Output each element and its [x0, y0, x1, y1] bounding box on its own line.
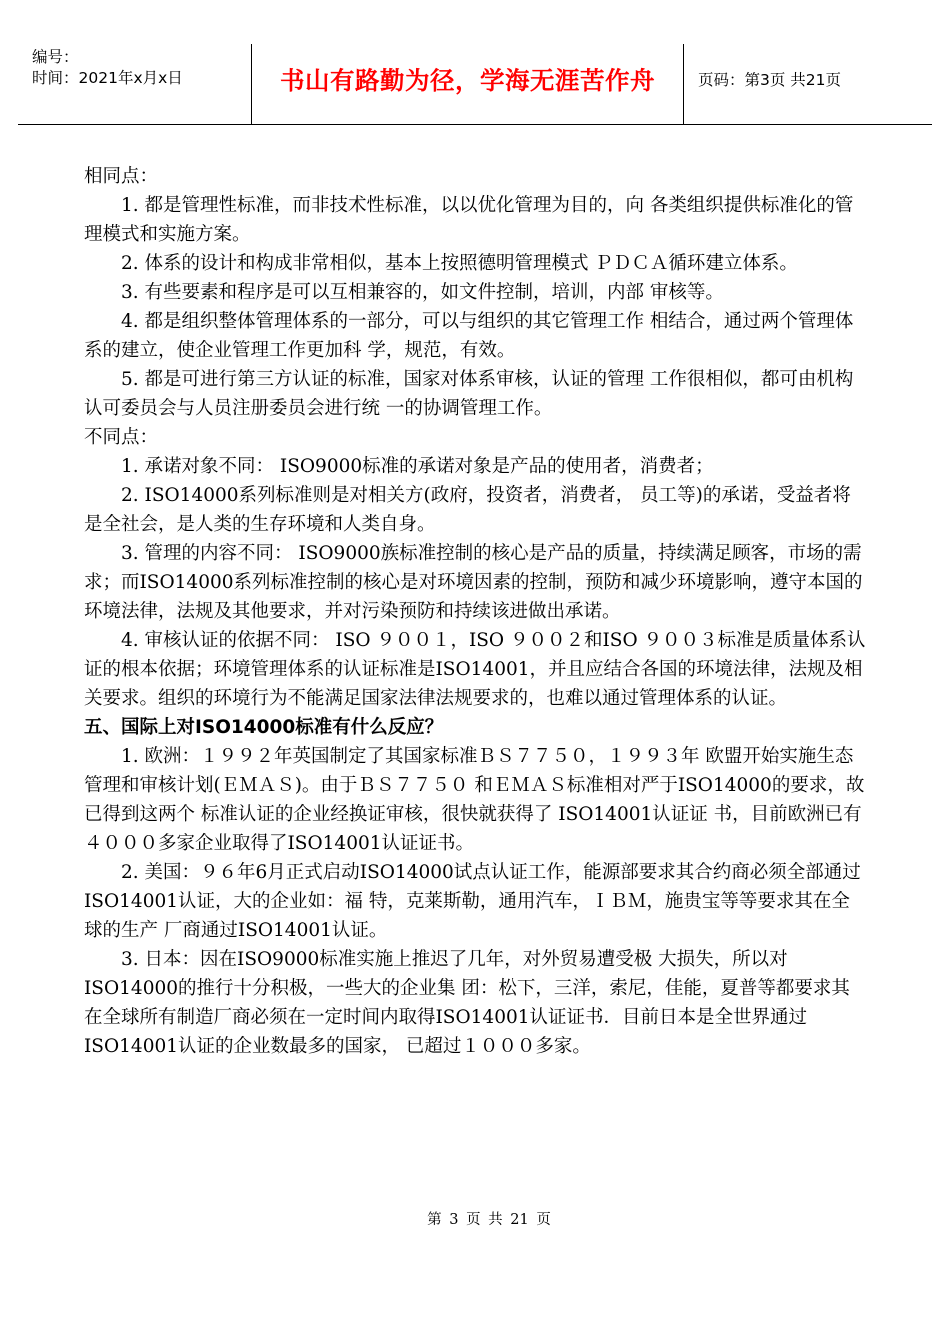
diff-point-item: 3. 管理的内容不同： ISO9000族标准控制的核心是产品的质量，持续满足顾客，市场的需求；而ISO14000系列标准控制的核心是对环境因素的控制，预防和减少环境影响，遵守本国的环境法律，法规及其他要求，并对污染预防和持续该进做出承诺。 [84, 543, 863, 622]
diff-point-item: 2. ISO14000系列标准则是对相关方(政府，投资者，消费者， 员工等)的承诺，受益者将是全社会，是人类的生存环境和人类自身。 [84, 485, 851, 535]
same-points-title: 相同点： [84, 166, 159, 187]
number-label: 编号： [32, 48, 79, 66]
same-point-item: 5. 都是可进行第三方认证的标准，国家对体系审核，认证的管理 工作很相似，都可由机构认可委员会与人员注册委员会进行统 一的协调管理工作。 [84, 369, 854, 419]
time-label: 时间：2021年x月x日 [32, 69, 183, 87]
header-motto-cell [252, 44, 684, 124]
document-header [18, 44, 932, 125]
motto-text: 书山有路勤为径，学海无涯苦作舟 [280, 65, 655, 95]
section-item: 1. 欧洲：１９９２年英国制定了其国家标准ＢＳ７７５０，１９９３年 欧盟开始实施生态管理和审核计划(ＥＭＡＳ)。由于ＢＳ７７５０ 和ＥＭＡＳ标准相对严于ISO14000的要求，故已得到这两个 标准认证的企业经换证审核，很快就获得了 ISO14001认证证 书，目前欧洲已有４０００多家企业取得了ISO14001认证证书。 [84, 746, 865, 854]
header-page-cell [684, 44, 932, 124]
diff-point-item: 1. 承诺对象不同： ISO9000标准的承诺对象是产品的使用者，消费者； [121, 456, 714, 477]
footer-page-label: 第 3 页 共 21 页 [427, 1212, 551, 1228]
page-info: 页码：第3页 共21页 [698, 71, 842, 89]
document-body [84, 162, 868, 1061]
header-meta-cell [18, 44, 252, 124]
diff-points-title: 不同点： [84, 427, 159, 448]
page-footer [0, 1208, 950, 1229]
section-item: 2. 美国：９６年6月正式启动ISO14000试点认证工作，能源部要求其合约商必须全部通过ISO14001认证，大的企业如：福 特，克莱斯勒，通用汽车，ＩＢＭ，施贵宝等等要求其在全球的生产 厂商通过ISO14001认证。 [84, 862, 861, 941]
same-point-item: 2. 体系的设计和构成非常相似，基本上按照德明管理模式 ＰＤＣＡ循环建立体系。 [121, 253, 798, 274]
section-heading: 五、国际上对ISO14000标准有什么反应？ [84, 717, 444, 738]
same-point-item: 1. 都是管理性标准，而非技术性标准，以以优化管理为目的，向 各类组织提供标准化的管理模式和实施方案。 [84, 195, 854, 245]
section-item: 3. 日本：因在ISO9000标准实施上推迟了几年，对外贸易遭受极 大损失，所以对ISO14000的推行十分积极，一些大的企业集 团：松下，三洋，索尼，佳能，夏普等都要求其在全球所有制造厂商必须在一定时间内取得ISO14001认证证书．目前日本是全世界通过ISO14001认证的企业数最多的国家， 已超过１０００多家。 [84, 949, 850, 1057]
diff-point-item: 4. 审核认证的依据不同： ISO ９００１，ISO ９００２和ISO ９００３标准是质量体系认证的根本依据；环境管理体系的认证标准是ISO14001，并且应结合各国的环境法律，法规及相关要求。组织的环境行为不能满足国家法律法规要求的，也难以通过管理体系的认证。 [84, 630, 866, 709]
same-point-item: 4. 都是组织整体管理体系的一部分，可以与组织的其它管理工作 相结合，通过两个管理体系的建立，使企业管理工作更加科 学，规范，有效。 [84, 311, 854, 361]
same-point-item: 3. 有些要素和程序是可以互相兼容的，如文件控制，培训，内部 审核等。 [121, 282, 724, 303]
